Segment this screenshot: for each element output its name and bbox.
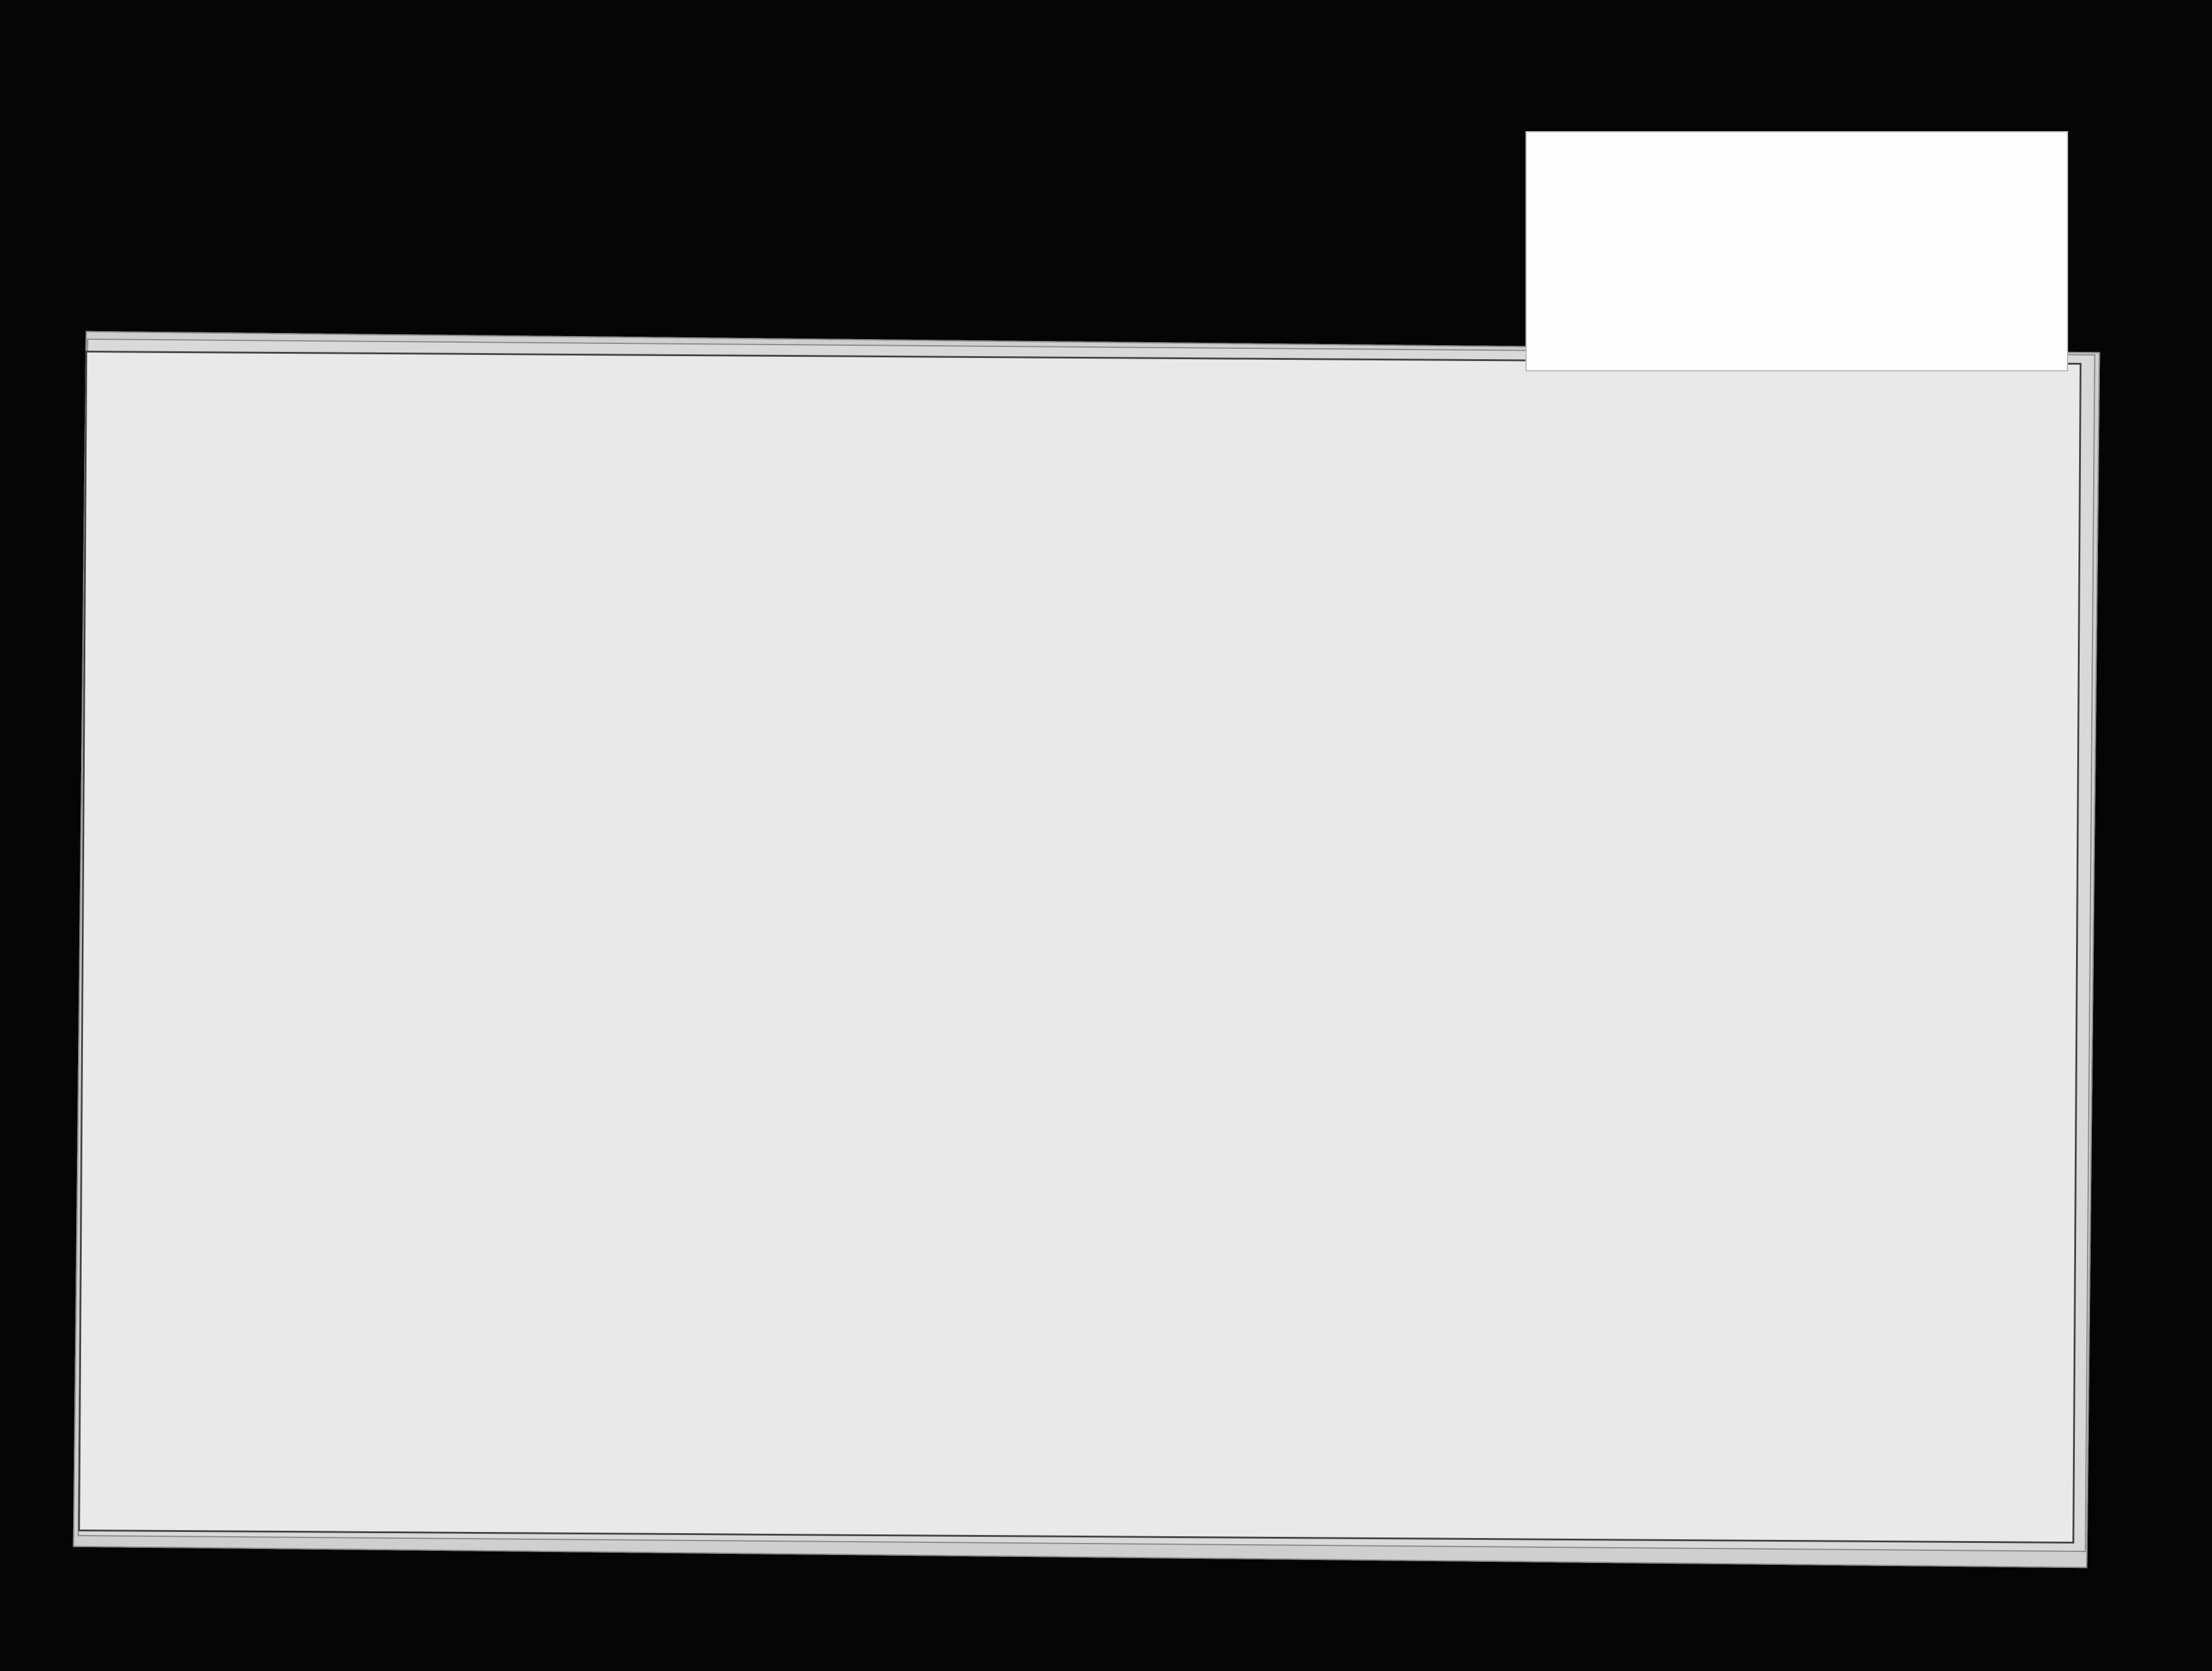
bleed-through-notice	[1525, 131, 2068, 371]
census-card	[78, 351, 2082, 1544]
census-form	[80, 352, 2080, 1542]
